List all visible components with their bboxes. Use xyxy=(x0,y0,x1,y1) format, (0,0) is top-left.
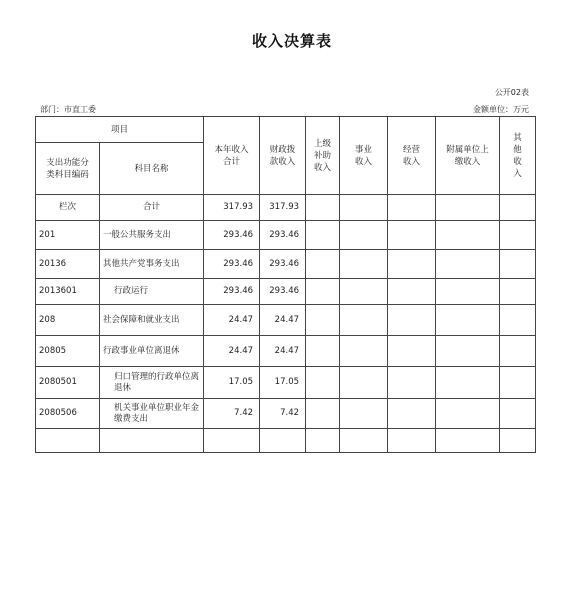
row-name: 其他共产党事务支出 xyxy=(100,250,204,279)
row-code: 2080506 xyxy=(36,399,100,429)
row-fiscal: 293.46 xyxy=(260,250,306,279)
row-name: 机关事业单位职业年金缴费支出 xyxy=(100,399,204,429)
header-function-code: 支出功能分类科目编码 xyxy=(36,143,100,195)
row-name: 行政运行 xyxy=(100,279,204,305)
header-affiliated-income: 附属单位上缴收入 xyxy=(436,117,500,195)
department-label: 部门：市直工委 xyxy=(40,105,96,114)
row-name: 一般公共服务支出 xyxy=(100,221,204,250)
header-operating-income: 经营收入 xyxy=(388,117,436,195)
row-total: 24.47 xyxy=(204,305,260,336)
header-upper-subsidy-income: 上级补助收入 xyxy=(306,117,340,195)
row-fiscal: 24.47 xyxy=(260,336,306,367)
form-number: 公开02表 xyxy=(494,88,529,97)
table-row-empty xyxy=(36,429,536,453)
row-fiscal: 293.46 xyxy=(260,221,306,250)
page-title: 收入决算表 xyxy=(251,32,332,50)
row-code: 2080501 xyxy=(36,367,100,399)
row-total: 317.93 xyxy=(204,195,260,221)
row-code: 20136 xyxy=(36,250,100,279)
row-name: 社会保障和就业支出 xyxy=(100,305,204,336)
table-row xyxy=(36,367,536,399)
table-row xyxy=(36,399,536,429)
header-fiscal-income: 财政拨款收入 xyxy=(260,117,306,195)
row-total: 17.05 xyxy=(204,367,260,399)
row-total: 293.46 xyxy=(204,279,260,305)
header-subject-name: 科目名称 xyxy=(100,143,204,195)
row-total: 7.42 xyxy=(204,399,260,429)
row-code: 栏次 xyxy=(36,195,100,221)
row-code: 201 xyxy=(36,221,100,250)
income-statement-table xyxy=(35,116,536,453)
row-name: 合计 xyxy=(100,195,204,221)
row-name: 归口管理的行政单位离退休 xyxy=(100,367,204,399)
row-code: 2013601 xyxy=(36,279,100,305)
row-fiscal: 293.46 xyxy=(260,279,306,305)
amount-unit-label: 金额单位：万元 xyxy=(473,105,529,114)
header-total-income: 本年收入合计 xyxy=(204,117,260,195)
table-row xyxy=(36,195,536,221)
header-other-income: 其他收入 xyxy=(500,117,536,195)
row-fiscal: 17.05 xyxy=(260,367,306,399)
header-business-income: 事业收入 xyxy=(340,117,388,195)
row-code: 20805 xyxy=(36,336,100,367)
table-row xyxy=(36,305,536,336)
row-name: 行政事业单位离退休 xyxy=(100,336,204,367)
row-fiscal: 7.42 xyxy=(260,399,306,429)
table-row xyxy=(36,336,536,367)
row-code: 208 xyxy=(36,305,100,336)
row-total: 293.46 xyxy=(204,221,260,250)
table-row xyxy=(36,221,536,250)
row-fiscal: 24.47 xyxy=(260,305,306,336)
row-total: 24.47 xyxy=(204,336,260,367)
header-item: 项目 xyxy=(36,117,204,143)
table-row xyxy=(36,279,536,305)
row-fiscal: 317.93 xyxy=(260,195,306,221)
row-total: 293.46 xyxy=(204,250,260,279)
table-row xyxy=(36,250,536,279)
